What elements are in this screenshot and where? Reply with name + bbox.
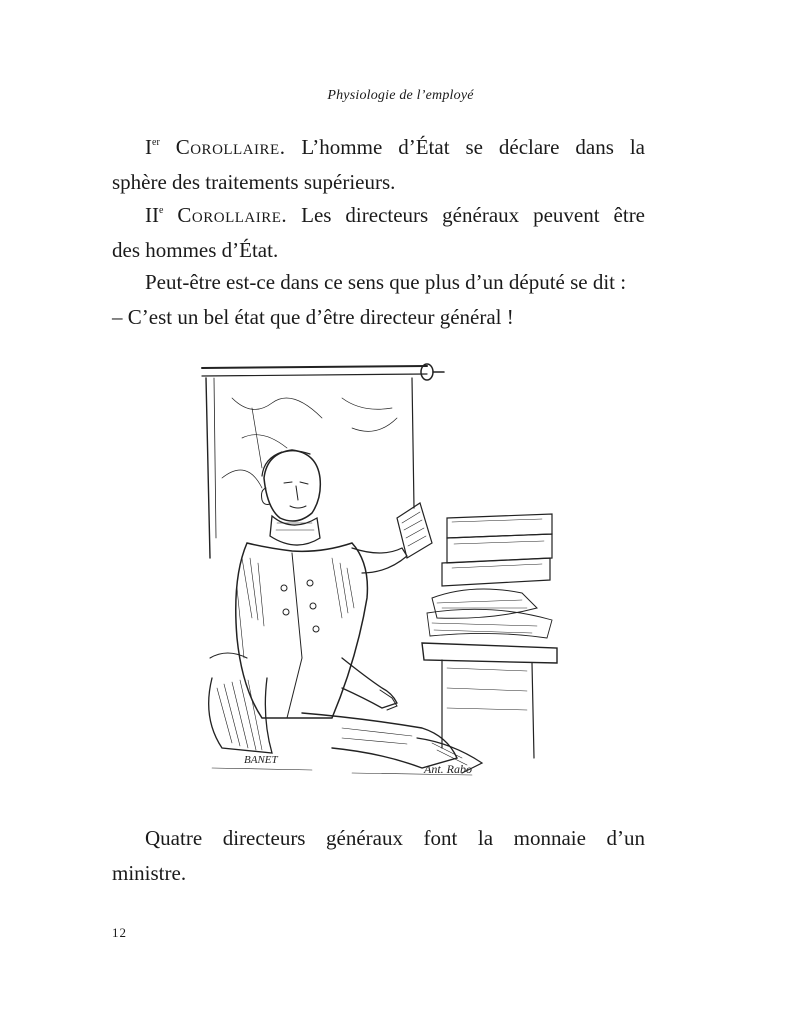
corollary-2-line-1: [112, 198, 645, 233]
closing-line-2: ministre.: [112, 861, 187, 885]
signature-left: BANET: [244, 754, 278, 766]
corollary-2-paragraph: [112, 198, 645, 268]
closing-paragraph: [112, 821, 645, 891]
deputy-paragraph: [112, 265, 645, 335]
signature-right: Ant. Rabo: [424, 762, 472, 776]
corollary-1-label: Corollaire.: [175, 135, 286, 159]
corollary-2-numeral: II: [145, 203, 159, 227]
closing-line-1: Quatre directeurs généraux font la monnaie d’un: [145, 826, 645, 850]
corollary-1-superscript: er: [152, 137, 160, 148]
corollary-1-text: L’homme d’État se déclare dans la: [301, 135, 646, 159]
page-number: 12: [112, 925, 127, 940]
corollary-1-paragraph: [112, 130, 645, 200]
running-header: Physiologie de l’employé: [327, 88, 474, 103]
corollary-2-line-2: des hommes d’État.: [112, 238, 279, 262]
corollary-2-label: Corollaire.: [177, 203, 288, 227]
illustration-seated-director: [192, 358, 562, 788]
corollary-2-superscript: e: [159, 205, 164, 216]
deputy-line-1: Peut-être est-ce dans ce sens que plus d’un député se dit :: [145, 270, 627, 294]
corollary-2-text: Les directeurs généraux peuvent être: [301, 203, 646, 227]
corollary-1-line-1: [112, 130, 645, 165]
deputy-line-2: – C’est un bel état que d’être directeur général !: [112, 305, 514, 329]
corollary-1-numeral: I: [145, 135, 152, 159]
corollary-1-line-2: sphère des traitements supérieurs.: [112, 170, 396, 194]
